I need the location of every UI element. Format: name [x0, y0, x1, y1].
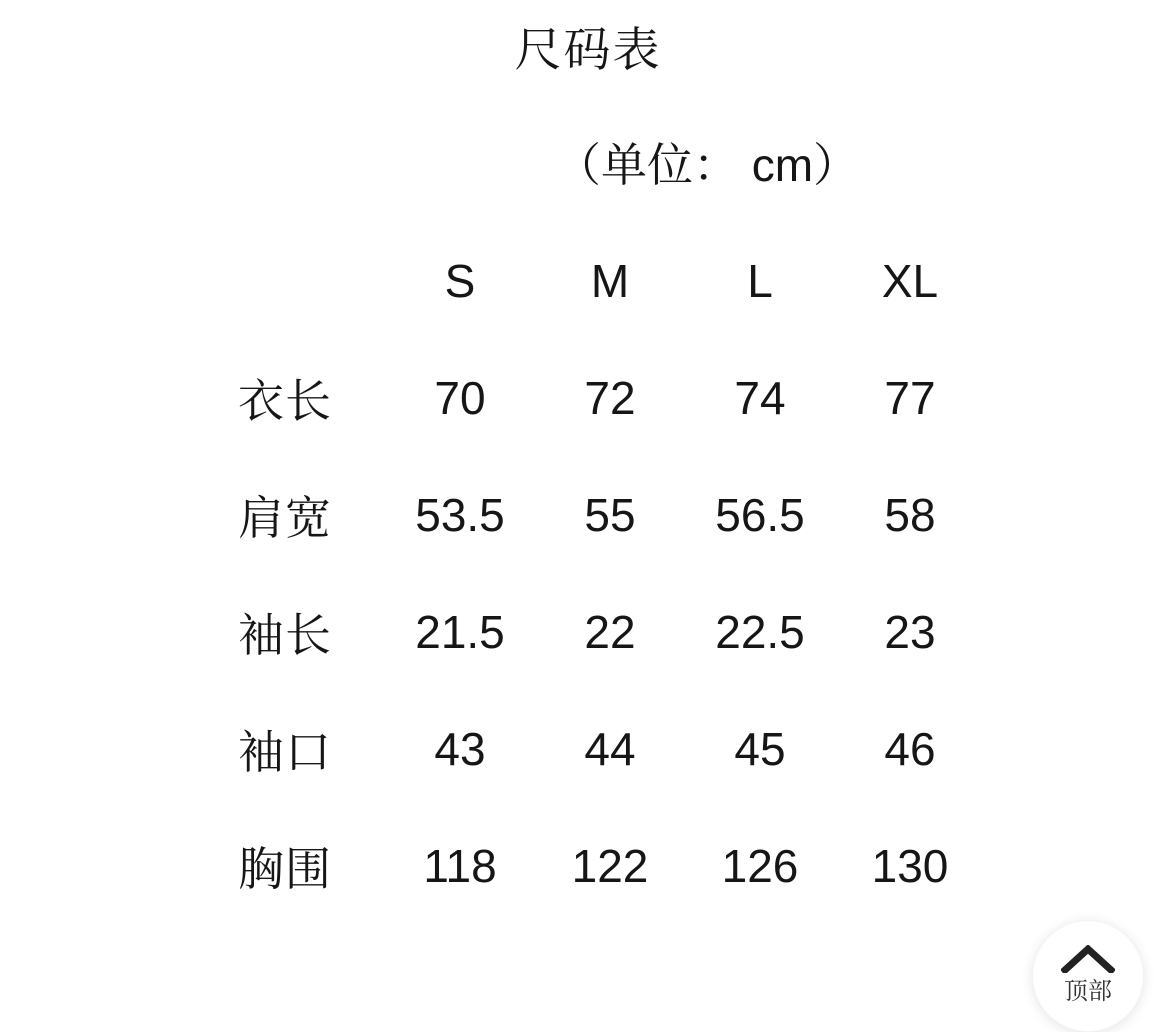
back-to-top-label: 顶部 — [1064, 978, 1112, 1005]
value-cell: 46 — [884, 722, 936, 775]
value-cell: 21.5 — [415, 605, 505, 658]
value-cell: 44 — [584, 722, 636, 775]
size-col-header-xl: XL — [881, 254, 939, 307]
value-cell: 126 — [721, 839, 799, 892]
value-cell: 72 — [584, 371, 636, 424]
value-cell: 70 — [434, 371, 486, 424]
back-to-top-button[interactable] — [1032, 920, 1144, 1032]
value-cell: 22 — [584, 605, 636, 658]
value-cell: 118 — [423, 839, 497, 892]
size-col-header-l: L — [747, 254, 773, 307]
value-cell: 22.5 — [715, 605, 805, 658]
row-label-chest: 胸围 — [238, 842, 332, 895]
value-cell: 53.5 — [415, 488, 505, 541]
page-title: 尺码表 — [514, 23, 662, 76]
size-col-header-m: M — [590, 254, 630, 307]
value-cell: 56.5 — [715, 488, 805, 541]
size-table — [180, 222, 990, 924]
value-cell: 55 — [584, 488, 636, 541]
row-label-garment-length: 衣长 — [238, 374, 332, 427]
value-cell: 23 — [884, 605, 936, 658]
value-cell: 58 — [884, 488, 936, 541]
value-cell: 122 — [571, 839, 649, 892]
value-cell: 77 — [884, 371, 936, 424]
row-label-cuff: 袖口 — [238, 725, 332, 778]
value-cell: 130 — [871, 839, 949, 892]
value-cell: 43 — [434, 722, 486, 775]
unit-note: （单位： cm） — [554, 139, 860, 191]
chevron-up-icon — [1061, 945, 1115, 973]
row-label-sleeve-length: 袖长 — [238, 608, 332, 661]
value-cell: 45 — [734, 722, 786, 775]
corner-cell — [180, 222, 390, 339]
size-col-header-s: S — [444, 254, 476, 307]
row-label-shoulder-width: 肩宽 — [238, 491, 332, 544]
value-cell: 74 — [734, 371, 786, 424]
